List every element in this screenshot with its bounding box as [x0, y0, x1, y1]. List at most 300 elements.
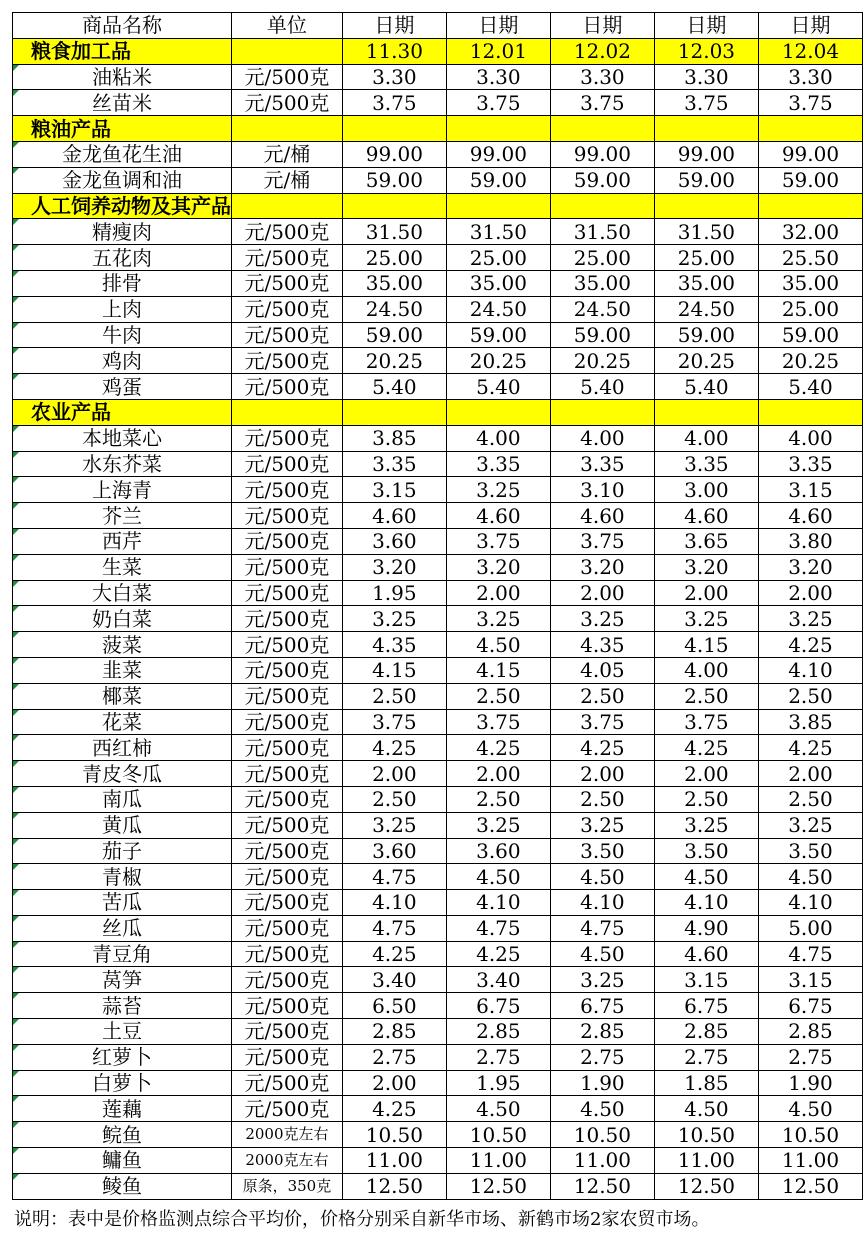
item-unit-cell[interactable]: 元/500克 [232, 890, 343, 916]
price-cell[interactable]: 2.00 [342, 1070, 446, 1096]
price-cell[interactable]: 3.65 [654, 528, 758, 554]
empty-cell[interactable] [758, 193, 862, 219]
date-cell[interactable]: 11.30 [342, 38, 446, 64]
price-cell[interactable]: 2.00 [446, 580, 550, 606]
price-cell[interactable]: 1.90 [758, 1070, 862, 1096]
price-cell[interactable]: 2.50 [550, 683, 654, 709]
item-name-cell[interactable]: 油粘米 [13, 64, 232, 90]
date-cell[interactable]: 12.02 [550, 38, 654, 64]
item-name-cell[interactable]: 黄瓜 [13, 812, 232, 838]
item-unit-cell[interactable]: 元/500克 [232, 632, 343, 658]
price-cell[interactable]: 4.90 [654, 915, 758, 941]
price-cell[interactable]: 2.50 [342, 786, 446, 812]
price-cell[interactable]: 99.00 [758, 141, 862, 167]
section-unit-cell[interactable] [232, 399, 343, 425]
price-cell[interactable]: 3.35 [758, 451, 862, 477]
empty-cell[interactable] [446, 193, 550, 219]
item-name-cell[interactable]: 茄子 [13, 838, 232, 864]
price-cell[interactable]: 10.50 [550, 1122, 654, 1148]
price-cell[interactable]: 4.10 [550, 890, 654, 916]
price-cell[interactable]: 2.00 [550, 761, 654, 787]
price-cell[interactable]: 4.25 [758, 632, 862, 658]
header-date-cell[interactable]: 日期 [550, 13, 654, 39]
price-cell[interactable]: 2.50 [550, 786, 654, 812]
price-cell[interactable]: 3.00 [654, 477, 758, 503]
item-name-cell[interactable]: 上肉 [13, 296, 232, 322]
item-unit-cell[interactable]: 元/500克 [232, 761, 343, 787]
section-name-cell[interactable]: 人工饲养动物及其产品 [13, 193, 232, 219]
header-name-cell[interactable]: 商品名称 [13, 13, 232, 39]
item-name-cell[interactable]: 本地菜心 [13, 425, 232, 451]
price-cell[interactable]: 3.35 [342, 451, 446, 477]
price-cell[interactable]: 3.50 [758, 838, 862, 864]
section-unit-cell[interactable] [232, 193, 343, 219]
price-cell[interactable]: 5.40 [654, 374, 758, 400]
price-cell[interactable]: 35.00 [758, 270, 862, 296]
price-cell[interactable]: 1.95 [446, 1070, 550, 1096]
price-cell[interactable]: 3.75 [654, 709, 758, 735]
price-cell[interactable]: 3.75 [342, 709, 446, 735]
price-cell[interactable]: 2.50 [758, 786, 862, 812]
price-cell[interactable]: 12.50 [550, 1173, 654, 1199]
item-unit-cell[interactable]: 元/500克 [232, 606, 343, 632]
price-cell[interactable]: 3.25 [550, 967, 654, 993]
price-cell[interactable]: 31.50 [550, 219, 654, 245]
price-cell[interactable]: 35.00 [654, 270, 758, 296]
empty-cell[interactable] [758, 116, 862, 142]
price-cell[interactable]: 3.35 [446, 451, 550, 477]
price-cell[interactable]: 4.25 [342, 1096, 446, 1122]
price-cell[interactable]: 25.50 [758, 245, 862, 271]
item-name-cell[interactable]: 鳙鱼 [13, 1148, 232, 1174]
item-name-cell[interactable]: 花菜 [13, 709, 232, 735]
price-cell[interactable]: 12.50 [654, 1173, 758, 1199]
price-cell[interactable]: 25.00 [342, 245, 446, 271]
section-name-cell[interactable]: 粮油产品 [13, 116, 232, 142]
price-cell[interactable]: 2.00 [446, 761, 550, 787]
price-cell[interactable]: 59.00 [550, 167, 654, 193]
price-cell[interactable]: 3.60 [342, 838, 446, 864]
price-cell[interactable]: 99.00 [654, 141, 758, 167]
price-cell[interactable]: 4.10 [654, 890, 758, 916]
price-cell[interactable]: 5.40 [550, 374, 654, 400]
price-cell[interactable]: 4.50 [654, 1096, 758, 1122]
empty-cell[interactable] [550, 399, 654, 425]
price-cell[interactable]: 4.75 [342, 915, 446, 941]
price-cell[interactable]: 20.25 [342, 348, 446, 374]
price-cell[interactable]: 5.40 [758, 374, 862, 400]
price-cell[interactable]: 3.20 [342, 554, 446, 580]
price-cell[interactable]: 3.25 [446, 477, 550, 503]
price-cell[interactable]: 10.50 [446, 1122, 550, 1148]
price-cell[interactable]: 35.00 [446, 270, 550, 296]
price-cell[interactable]: 4.75 [342, 864, 446, 890]
item-unit-cell[interactable]: 元/500克 [232, 786, 343, 812]
item-name-cell[interactable]: 排骨 [13, 270, 232, 296]
date-cell[interactable]: 12.01 [446, 38, 550, 64]
price-cell[interactable]: 11.00 [758, 1148, 862, 1174]
price-cell[interactable]: 3.15 [758, 967, 862, 993]
price-cell[interactable]: 4.00 [446, 425, 550, 451]
price-cell[interactable]: 2.85 [446, 1019, 550, 1045]
price-cell[interactable]: 31.50 [342, 219, 446, 245]
price-cell[interactable]: 25.00 [446, 245, 550, 271]
price-cell[interactable]: 20.25 [758, 348, 862, 374]
empty-cell[interactable] [654, 193, 758, 219]
price-cell[interactable]: 4.10 [758, 890, 862, 916]
price-cell[interactable]: 2.75 [446, 1044, 550, 1070]
price-cell[interactable]: 5.40 [342, 374, 446, 400]
item-unit-cell[interactable]: 元/500克 [232, 374, 343, 400]
price-cell[interactable]: 12.50 [758, 1173, 862, 1199]
empty-cell[interactable] [342, 193, 446, 219]
price-cell[interactable]: 4.50 [446, 864, 550, 890]
item-name-cell[interactable]: 鸡肉 [13, 348, 232, 374]
price-cell[interactable]: 59.00 [654, 167, 758, 193]
item-name-cell[interactable]: 金龙鱼调和油 [13, 167, 232, 193]
price-cell[interactable]: 4.15 [446, 657, 550, 683]
price-cell[interactable]: 99.00 [342, 141, 446, 167]
price-cell[interactable]: 4.15 [342, 657, 446, 683]
item-name-cell[interactable]: 丝瓜 [13, 915, 232, 941]
price-cell[interactable]: 2.00 [550, 580, 654, 606]
price-cell[interactable]: 3.30 [342, 64, 446, 90]
item-name-cell[interactable]: 莴笋 [13, 967, 232, 993]
item-name-cell[interactable]: 芥兰 [13, 503, 232, 529]
price-cell[interactable]: 1.95 [342, 580, 446, 606]
price-cell[interactable]: 4.50 [654, 864, 758, 890]
price-cell[interactable]: 59.00 [758, 322, 862, 348]
item-name-cell[interactable]: 丝苗米 [13, 90, 232, 116]
item-unit-cell[interactable]: 原条，350克 [232, 1173, 343, 1199]
price-cell[interactable]: 4.25 [654, 735, 758, 761]
price-cell[interactable]: 6.75 [654, 993, 758, 1019]
item-name-cell[interactable]: 西芹 [13, 528, 232, 554]
price-cell[interactable]: 4.60 [654, 941, 758, 967]
price-cell[interactable]: 2.50 [654, 683, 758, 709]
empty-cell[interactable] [550, 193, 654, 219]
price-cell[interactable]: 35.00 [342, 270, 446, 296]
price-cell[interactable]: 4.25 [550, 735, 654, 761]
price-cell[interactable]: 4.75 [446, 915, 550, 941]
price-cell[interactable]: 10.50 [758, 1122, 862, 1148]
price-cell[interactable]: 5.40 [446, 374, 550, 400]
price-cell[interactable]: 2.75 [654, 1044, 758, 1070]
price-cell[interactable]: 20.25 [446, 348, 550, 374]
price-cell[interactable]: 3.25 [446, 812, 550, 838]
price-cell[interactable]: 2.75 [550, 1044, 654, 1070]
date-cell[interactable]: 12.04 [758, 38, 862, 64]
price-cell[interactable]: 25.00 [550, 245, 654, 271]
item-name-cell[interactable]: 精瘦肉 [13, 219, 232, 245]
item-name-cell[interactable]: 上海青 [13, 477, 232, 503]
price-cell[interactable]: 3.25 [654, 812, 758, 838]
item-unit-cell[interactable]: 元/500克 [232, 451, 343, 477]
item-name-cell[interactable]: 鲮鱼 [13, 1173, 232, 1199]
price-cell[interactable]: 5.00 [758, 915, 862, 941]
price-cell[interactable]: 2.75 [342, 1044, 446, 1070]
item-name-cell[interactable]: 水东芥菜 [13, 451, 232, 477]
price-cell[interactable]: 25.00 [654, 245, 758, 271]
price-cell[interactable]: 1.85 [654, 1070, 758, 1096]
price-cell[interactable]: 59.00 [342, 322, 446, 348]
price-cell[interactable]: 11.00 [342, 1148, 446, 1174]
price-cell[interactable]: 6.75 [758, 993, 862, 1019]
price-cell[interactable]: 3.60 [342, 528, 446, 554]
price-cell[interactable]: 4.10 [446, 890, 550, 916]
price-cell[interactable]: 3.85 [342, 425, 446, 451]
item-name-cell[interactable]: 金龙鱼花生油 [13, 141, 232, 167]
price-cell[interactable]: 24.50 [342, 296, 446, 322]
price-cell[interactable]: 2.85 [654, 1019, 758, 1045]
item-unit-cell[interactable]: 元/500克 [232, 915, 343, 941]
price-cell[interactable]: 4.00 [654, 657, 758, 683]
price-cell[interactable]: 11.00 [550, 1148, 654, 1174]
item-unit-cell[interactable]: 元/500克 [232, 683, 343, 709]
price-cell[interactable]: 4.50 [758, 1096, 862, 1122]
item-name-cell[interactable]: 青豆角 [13, 941, 232, 967]
price-cell[interactable]: 3.20 [446, 554, 550, 580]
price-cell[interactable]: 4.25 [446, 941, 550, 967]
date-cell[interactable]: 12.03 [654, 38, 758, 64]
price-cell[interactable]: 2.50 [654, 786, 758, 812]
header-date-cell[interactable]: 日期 [654, 13, 758, 39]
price-cell[interactable]: 10.50 [342, 1122, 446, 1148]
price-cell[interactable]: 4.50 [550, 864, 654, 890]
price-cell[interactable]: 6.75 [446, 993, 550, 1019]
item-name-cell[interactable]: 西红柿 [13, 735, 232, 761]
item-unit-cell[interactable]: 2000克左右 [232, 1148, 343, 1174]
price-cell[interactable]: 4.25 [342, 735, 446, 761]
item-unit-cell[interactable]: 元/500克 [232, 1070, 343, 1096]
price-cell[interactable]: 2.50 [446, 683, 550, 709]
price-cell[interactable]: 99.00 [446, 141, 550, 167]
item-unit-cell[interactable]: 元/500克 [232, 245, 343, 271]
price-cell[interactable]: 4.05 [550, 657, 654, 683]
item-unit-cell[interactable]: 元/500克 [232, 322, 343, 348]
price-cell[interactable]: 2.85 [550, 1019, 654, 1045]
empty-cell[interactable] [342, 399, 446, 425]
price-cell[interactable]: 3.25 [550, 606, 654, 632]
item-unit-cell[interactable]: 元/桶 [232, 167, 343, 193]
item-name-cell[interactable]: 土豆 [13, 1019, 232, 1045]
price-cell[interactable]: 3.35 [550, 451, 654, 477]
price-cell[interactable]: 4.60 [654, 503, 758, 529]
item-unit-cell[interactable]: 元/500克 [232, 270, 343, 296]
price-cell[interactable]: 3.25 [446, 606, 550, 632]
item-name-cell[interactable]: 鲩鱼 [13, 1122, 232, 1148]
price-cell[interactable]: 3.75 [446, 90, 550, 116]
item-name-cell[interactable]: 五花肉 [13, 245, 232, 271]
header-date-cell[interactable]: 日期 [758, 13, 862, 39]
price-cell[interactable]: 3.50 [550, 838, 654, 864]
price-cell[interactable]: 4.00 [550, 425, 654, 451]
price-cell[interactable]: 3.75 [446, 528, 550, 554]
item-name-cell[interactable]: 生菜 [13, 554, 232, 580]
item-name-cell[interactable]: 青椒 [13, 864, 232, 890]
price-cell[interactable]: 1.90 [550, 1070, 654, 1096]
price-cell[interactable]: 4.10 [342, 890, 446, 916]
price-cell[interactable]: 4.75 [550, 915, 654, 941]
section-name-cell[interactable]: 农业产品 [13, 399, 232, 425]
price-cell[interactable]: 3.75 [550, 709, 654, 735]
price-cell[interactable]: 3.30 [758, 64, 862, 90]
item-unit-cell[interactable]: 元/500克 [232, 528, 343, 554]
price-cell[interactable]: 3.80 [758, 528, 862, 554]
price-cell[interactable]: 4.35 [550, 632, 654, 658]
price-cell[interactable]: 3.35 [654, 451, 758, 477]
empty-cell[interactable] [342, 116, 446, 142]
price-cell[interactable]: 59.00 [654, 322, 758, 348]
section-name-cell[interactable]: 粮食加工品 [13, 38, 232, 64]
item-unit-cell[interactable]: 元/500克 [232, 219, 343, 245]
price-cell[interactable]: 4.00 [758, 425, 862, 451]
price-cell[interactable]: 4.60 [758, 503, 862, 529]
price-cell[interactable]: 3.30 [446, 64, 550, 90]
item-unit-cell[interactable]: 元/500克 [232, 348, 343, 374]
price-cell[interactable]: 3.25 [342, 812, 446, 838]
item-name-cell[interactable]: 南瓜 [13, 786, 232, 812]
price-cell[interactable]: 4.00 [654, 425, 758, 451]
price-cell[interactable]: 3.25 [758, 606, 862, 632]
price-cell[interactable]: 4.25 [446, 735, 550, 761]
price-cell[interactable]: 3.40 [446, 967, 550, 993]
item-name-cell[interactable]: 牛肉 [13, 322, 232, 348]
price-cell[interactable]: 3.15 [342, 477, 446, 503]
price-cell[interactable]: 4.10 [758, 657, 862, 683]
price-cell[interactable]: 12.50 [446, 1173, 550, 1199]
item-unit-cell[interactable]: 元/500克 [232, 477, 343, 503]
item-unit-cell[interactable]: 元/500克 [232, 580, 343, 606]
price-cell[interactable]: 2.50 [446, 786, 550, 812]
price-cell[interactable]: 4.50 [446, 632, 550, 658]
price-cell[interactable]: 2.00 [758, 761, 862, 787]
item-unit-cell[interactable]: 元/500克 [232, 296, 343, 322]
item-name-cell[interactable]: 椰菜 [13, 683, 232, 709]
item-name-cell[interactable]: 苦瓜 [13, 890, 232, 916]
price-cell[interactable]: 4.35 [342, 632, 446, 658]
price-cell[interactable]: 3.25 [342, 606, 446, 632]
price-cell[interactable]: 10.50 [654, 1122, 758, 1148]
price-cell[interactable]: 3.20 [654, 554, 758, 580]
price-cell[interactable]: 99.00 [550, 141, 654, 167]
price-cell[interactable]: 20.25 [550, 348, 654, 374]
price-cell[interactable]: 3.30 [550, 64, 654, 90]
price-cell[interactable]: 3.20 [758, 554, 862, 580]
price-cell[interactable]: 3.25 [654, 606, 758, 632]
price-cell[interactable]: 3.75 [446, 709, 550, 735]
price-cell[interactable]: 3.25 [758, 812, 862, 838]
price-cell[interactable]: 4.60 [550, 503, 654, 529]
price-cell[interactable]: 2.50 [758, 683, 862, 709]
price-cell[interactable]: 3.50 [654, 838, 758, 864]
item-name-cell[interactable]: 鸡蛋 [13, 374, 232, 400]
item-unit-cell[interactable]: 元/桶 [232, 141, 343, 167]
item-unit-cell[interactable]: 元/500克 [232, 1044, 343, 1070]
item-name-cell[interactable]: 红萝卜 [13, 1044, 232, 1070]
section-unit-cell[interactable] [232, 38, 343, 64]
item-name-cell[interactable]: 菠菜 [13, 632, 232, 658]
price-cell[interactable]: 31.50 [446, 219, 550, 245]
price-cell[interactable]: 2.00 [654, 580, 758, 606]
price-cell[interactable]: 3.85 [758, 709, 862, 735]
price-cell[interactable]: 24.50 [550, 296, 654, 322]
price-cell[interactable]: 4.50 [446, 1096, 550, 1122]
price-cell[interactable]: 3.10 [550, 477, 654, 503]
price-cell[interactable]: 35.00 [550, 270, 654, 296]
item-name-cell[interactable]: 大白菜 [13, 580, 232, 606]
price-cell[interactable]: 20.25 [654, 348, 758, 374]
price-cell[interactable]: 2.00 [758, 580, 862, 606]
price-cell[interactable]: 3.15 [758, 477, 862, 503]
price-cell[interactable]: 2.75 [758, 1044, 862, 1070]
empty-cell[interactable] [446, 116, 550, 142]
price-cell[interactable]: 4.60 [446, 503, 550, 529]
empty-cell[interactable] [758, 399, 862, 425]
price-cell[interactable]: 11.00 [654, 1148, 758, 1174]
price-cell[interactable]: 3.40 [342, 967, 446, 993]
item-name-cell[interactable]: 韭菜 [13, 657, 232, 683]
price-cell[interactable]: 59.00 [446, 167, 550, 193]
price-cell[interactable]: 4.15 [654, 632, 758, 658]
item-name-cell[interactable]: 白萝卜 [13, 1070, 232, 1096]
header-unit-cell[interactable]: 单位 [232, 13, 343, 39]
empty-cell[interactable] [654, 399, 758, 425]
price-cell[interactable]: 3.25 [550, 812, 654, 838]
item-unit-cell[interactable]: 元/500克 [232, 64, 343, 90]
item-unit-cell[interactable]: 元/500克 [232, 709, 343, 735]
price-cell[interactable]: 3.60 [446, 838, 550, 864]
price-cell[interactable]: 4.75 [758, 941, 862, 967]
item-unit-cell[interactable]: 2000克左右 [232, 1122, 343, 1148]
price-cell[interactable]: 59.00 [758, 167, 862, 193]
price-cell[interactable]: 59.00 [342, 167, 446, 193]
price-cell[interactable]: 4.50 [758, 864, 862, 890]
price-cell[interactable]: 3.75 [550, 528, 654, 554]
item-unit-cell[interactable]: 元/500克 [232, 90, 343, 116]
price-cell[interactable]: 4.60 [342, 503, 446, 529]
empty-cell[interactable] [550, 116, 654, 142]
item-unit-cell[interactable]: 元/500克 [232, 657, 343, 683]
price-cell[interactable]: 24.50 [654, 296, 758, 322]
price-cell[interactable]: 59.00 [446, 322, 550, 348]
price-cell[interactable]: 3.75 [758, 90, 862, 116]
header-date-cell[interactable]: 日期 [446, 13, 550, 39]
price-cell[interactable]: 4.50 [550, 1096, 654, 1122]
price-cell[interactable]: 3.20 [550, 554, 654, 580]
price-cell[interactable]: 4.25 [342, 941, 446, 967]
section-unit-cell[interactable] [232, 116, 343, 142]
price-cell[interactable]: 31.50 [654, 219, 758, 245]
price-cell[interactable]: 59.00 [550, 322, 654, 348]
price-cell[interactable]: 3.15 [654, 967, 758, 993]
price-cell[interactable]: 11.00 [446, 1148, 550, 1174]
item-unit-cell[interactable]: 元/500克 [232, 425, 343, 451]
item-unit-cell[interactable]: 元/500克 [232, 941, 343, 967]
price-cell[interactable]: 6.50 [342, 993, 446, 1019]
item-unit-cell[interactable]: 元/500克 [232, 503, 343, 529]
price-cell[interactable]: 3.75 [550, 90, 654, 116]
item-unit-cell[interactable]: 元/500克 [232, 554, 343, 580]
item-unit-cell[interactable]: 元/500克 [232, 838, 343, 864]
item-name-cell[interactable]: 青皮冬瓜 [13, 761, 232, 787]
item-unit-cell[interactable]: 元/500克 [232, 812, 343, 838]
item-unit-cell[interactable]: 元/500克 [232, 967, 343, 993]
header-date-cell[interactable]: 日期 [342, 13, 446, 39]
price-cell[interactable]: 3.30 [654, 64, 758, 90]
price-cell[interactable]: 4.50 [550, 941, 654, 967]
price-cell[interactable]: 2.85 [342, 1019, 446, 1045]
